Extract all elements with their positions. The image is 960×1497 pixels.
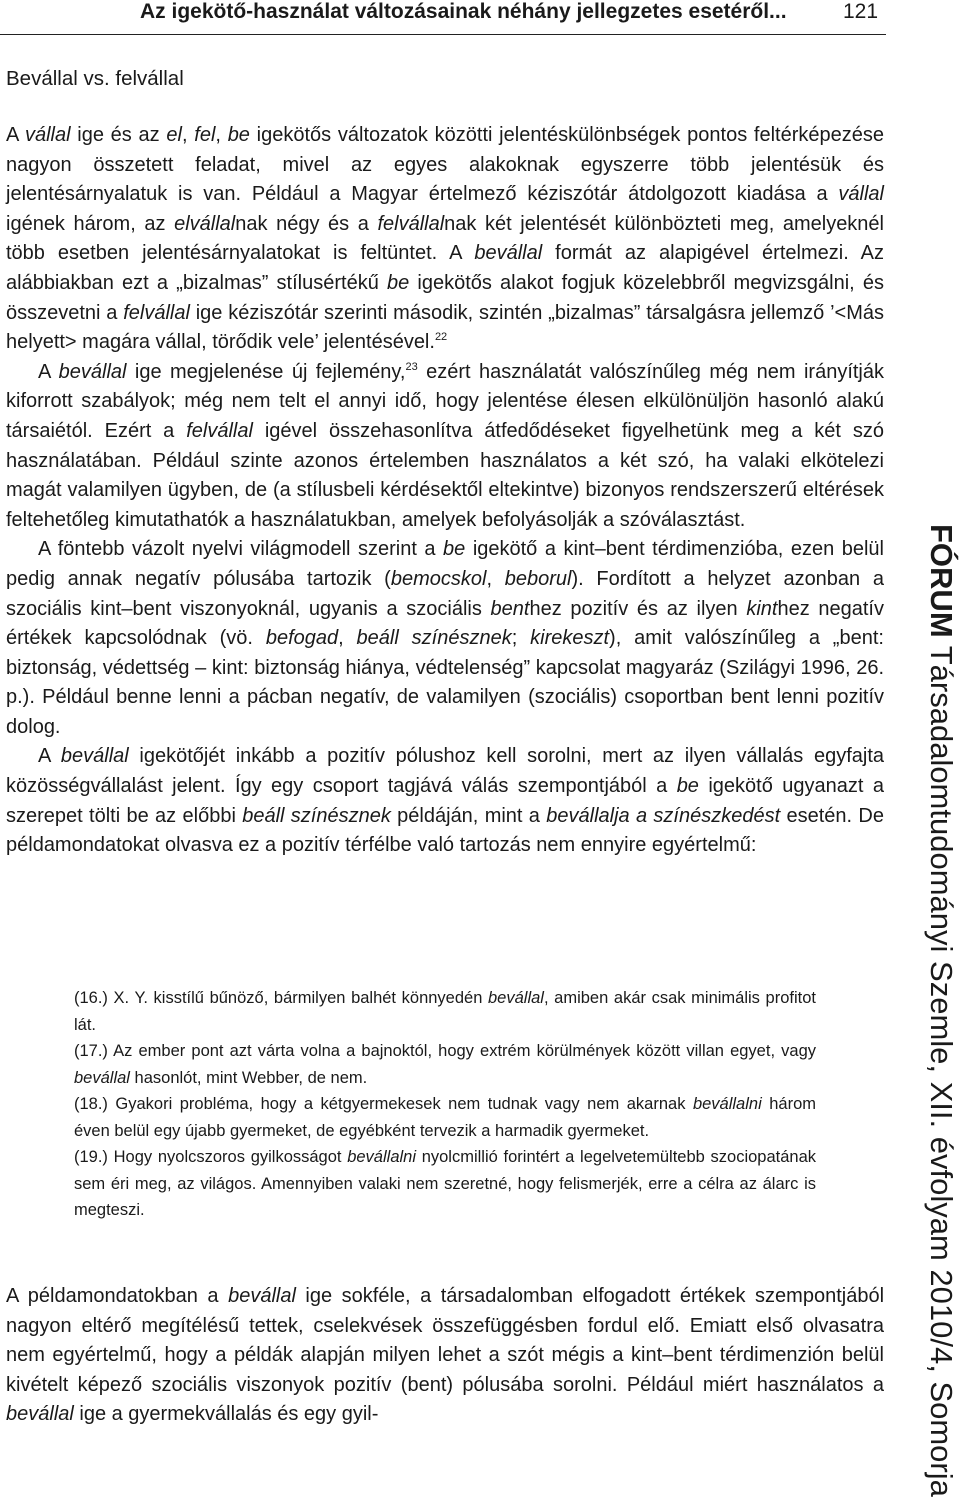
- paragraph-ex18: [74, 1091, 816, 1144]
- italic-term: el: [166, 124, 182, 146]
- text-run: igével összehasonlítva átfedődéseket figyelhetünk meg a két szó használatában. Például szinte azonos értelemben használatos a két szó, ha valaki elkötelezi magát valamilyen ügyben, de (a stílusbeli kérdésektől eltekintve) bizonyos rendszerszerű eltérések feltehetőleg kimutathatók a használatukban, amelyek befolyásolják a szóválasztást.: [6, 419, 885, 531]
- text-run: hasonlót, mint Webber, de nem.: [129, 1068, 368, 1087]
- italic-term: bemocskol: [390, 567, 487, 590]
- paragraph-ex17: [74, 1038, 816, 1091]
- text-run: ). Fordított a helyzet azonban a szociális kint–bent viszonyoknál, ugyanis a szociális: [6, 567, 885, 620]
- paragraph-p1: [6, 121, 884, 358]
- section-title: Bevállal vs. felvállal: [6, 67, 184, 90]
- text-run: ige megjelenése új fejlemény,: [126, 360, 406, 383]
- text-run: példáján, mint a: [390, 804, 547, 827]
- italic-term: beborul: [504, 567, 572, 590]
- text-run: (19.) Hogy nyolcszoros gyilkosságot: [74, 1148, 348, 1166]
- text-run: (16.) X. Y. kisstílű bűnöző, bármilyen balhét könnyedén: [74, 989, 488, 1007]
- text-run: nyolcmillió forintért a legelvetemültebb szociopatának sem éri meg, az világos. Amennyiben valaki nem szeretné, hogy felismerjék, erre a célra az álarc is megteszi.: [74, 1148, 816, 1219]
- text-run: A föntebb vázolt nyelvi világmodell szerint a: [38, 538, 444, 561]
- running-header-title: Az igekötő-használat változásainak néhány jellegzetes esetéről...: [140, 0, 787, 23]
- italic-term: felvállal: [377, 212, 445, 235]
- text-run: ezért használatát valószínűleg még nem irányítják kiforrott szabályok; még nem telt el annyi idő, hogy jelentése élesen elkülönüljön hasonló alakú társaiétól. Ezért a: [6, 360, 885, 442]
- text-run: (18.) Gyakori probléma, hogy a kétgyermekesek nem tudnak vagy nem akarnak: [74, 1095, 693, 1113]
- italic-term: bevállal: [58, 360, 127, 383]
- italic-term: bent: [490, 597, 530, 620]
- italic-term: elvállal: [174, 212, 236, 235]
- text-run: ige a gyermekvállalás és egy gyil-: [73, 1403, 379, 1426]
- main-body-text: [6, 121, 884, 861]
- example-sentences: [74, 985, 816, 1224]
- journal-details: Társadalomtudományi Szemle, XII. évfolyam 2010/4, Somorja: [924, 637, 959, 1497]
- text-run: ,: [215, 124, 228, 146]
- text-run: igekötő ugyanazt a szerepet tölti be az előbbi: [6, 775, 884, 827]
- page-number: 121: [843, 0, 879, 23]
- italic-term: vállal: [24, 124, 71, 146]
- text-run: hez negatív értékek kapcsolódnak (vö.: [6, 597, 884, 650]
- italic-term: felvállal: [123, 301, 190, 324]
- italic-term: be: [443, 538, 466, 561]
- italic-term: bevállalja a színészkedést: [546, 804, 781, 827]
- italic-term: bevállal: [74, 1068, 130, 1087]
- text-run: ), amit valószínűleg a „bent: biztonság, védettség – kint: biztonság hiánya, védtelenség” kapcsolat magyaráz (Szilágyi 1996, 26. p.). Például benne lenni a pácban negatív, de valamilyen (szociális) csoportban bent lenni pozitív dolog.: [6, 627, 884, 738]
- paragraph-p3: [6, 535, 884, 742]
- italic-term: vállal: [838, 183, 884, 206]
- italic-term: bevállal: [60, 745, 129, 768]
- italic-term: be: [676, 775, 699, 798]
- italic-term: fel: [194, 124, 216, 146]
- text-run: A: [6, 124, 25, 146]
- italic-term: bevállal: [228, 1285, 296, 1307]
- italic-term: befogad: [265, 627, 339, 650]
- text-run: A példamondatokban a: [6, 1285, 229, 1307]
- italic-term: bevállalni: [347, 1148, 416, 1166]
- italic-term: kirekeszt: [530, 627, 610, 650]
- text-run: hez pozitív és az ilyen: [529, 597, 747, 620]
- text-run: , amiben akár csak minimális profitot lát.: [74, 989, 816, 1034]
- italic-term: kint: [746, 597, 778, 620]
- text-run: ige sokféle, a társadalomban elfogadott értékek szempontjából nagyon eltérő megítélésű tettek, cselekvések összefüggésben fordul elő. Emiatt első olvasatra nem egyértelmű, hogy a példák alapján milyen lehet a szót mégis a kint–bent térdimenzión belül kivételt képező szociális viszonyok pozitív (bent) pólusába sorolni. Például miért használatos a: [6, 1285, 885, 1396]
- italic-term: beáll színésznek: [242, 804, 391, 827]
- text-run: igekötő a kint–bent térdimenzióba, ezen belül pedig annak negatív pólusába tartozik (: [6, 538, 884, 590]
- text-run: ,: [338, 627, 357, 650]
- text-run: ige kéziszótár szerinti második, szintén „bizalmas” társalgásra jellemző ’<Más helyett> magára vállal, törődik vele’ jelentésével.: [6, 301, 884, 354]
- text-run: igekötős változatok közötti jelentéskülönbségek pontos feltérképezése nagyon összetett feladat, mivel az egyes alakoknak egyszerre több jelentésük és jelentésárnyalatuk is van. Például a Magyar értelmező kéziszótár átdolgozott kiadása a: [6, 124, 884, 206]
- text-run: nak négy és a: [235, 212, 378, 235]
- italic-term: beáll színésznek: [356, 627, 512, 650]
- paragraph-ex16: [74, 985, 816, 1038]
- paragraph-ex19: [74, 1144, 816, 1224]
- text-run: ;: [511, 627, 531, 650]
- text-run: ,: [486, 567, 505, 590]
- text-run: ,: [181, 124, 195, 146]
- footnote-ref: 22: [434, 331, 448, 344]
- text-run: A: [38, 745, 61, 768]
- journal-name: FÓRUM: [924, 524, 959, 638]
- paragraph-p2: [6, 358, 884, 536]
- italic-term: bevállal: [488, 989, 544, 1007]
- text-run: (17.) Az ember pont azt várta volna a bajnoktól, hogy extrém körülmények között villan egyet, vagy: [74, 1042, 816, 1060]
- italic-term: bevállal: [474, 242, 543, 265]
- italic-term: be: [227, 124, 250, 146]
- running-header: [0, 0, 886, 35]
- text-run: A: [38, 360, 59, 383]
- text-run: igének három, az: [6, 212, 175, 235]
- text-run: ige és az: [70, 124, 167, 146]
- italic-term: be: [386, 271, 410, 294]
- text-run: igekötőjét inkább a pozitív pólushoz kell sorolni, mert az ilyen vállalás egyfajta közösségvállalást jelent. Így egy csoport tagjává válás szempontjából a: [6, 745, 884, 798]
- text-run: nak két jelentését különbözteti meg, amelyeknél több esetben jelentésárnyalatokat is feltüntet. A: [6, 212, 884, 265]
- paragraph-p5: [6, 1282, 884, 1430]
- italic-term: bevállalni: [692, 1095, 762, 1113]
- italic-term: felvállal: [186, 419, 253, 442]
- text-run: három éven belül egy újabb gyermeket, de egyébként tervezik a harmadik gyermeket.: [74, 1095, 816, 1140]
- text-run: formát az alapigével értelmezi. Az alábbiakban ezt a „bizalmas” stílusértékű: [6, 242, 884, 294]
- italic-term: bevállal: [6, 1403, 74, 1426]
- closing-body-text: [6, 1282, 884, 1430]
- paragraph-p4: [6, 742, 884, 860]
- text-run: igekötős alakot fogjuk közelebbről megvizsgálni, és összevetni a: [6, 271, 884, 324]
- journal-side-label: [922, 524, 960, 1497]
- footnote-ref: 23: [405, 360, 418, 373]
- text-run: esetén. De példamondatokat olvasva ez a pozitív térfélbe való tartozás nem ennyire egyértelmű:: [6, 804, 884, 857]
